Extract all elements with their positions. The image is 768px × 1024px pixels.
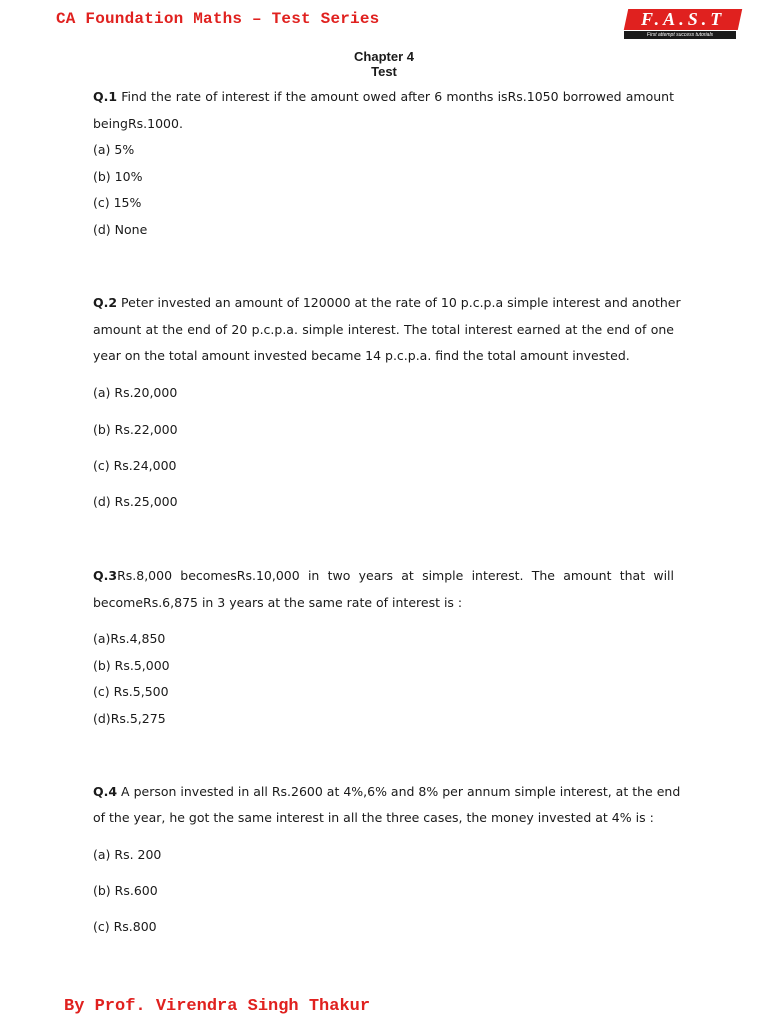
question-4-option-c: (c) Rs.800 xyxy=(93,919,157,934)
question-1-text: Find the rate of interest if the amount owed after 6 months isRs.1050 borrowed amount xyxy=(117,89,674,104)
question-1-line-1 xyxy=(93,89,674,104)
question-2-text: Peter invested an amount of 120000 at the rate of 10 p.c.p.a simple interest and another xyxy=(117,295,681,310)
question-3-number: Q.3 xyxy=(93,568,118,583)
question-3-line-2: becomeRs.6,875 in 3 years at the same rate of interest is : xyxy=(93,595,463,610)
question-1-option-b: (b) 10% xyxy=(93,169,143,184)
question-3-option-d: (d)Rs.5,275 xyxy=(93,711,166,726)
question-1-option-d: (d) None xyxy=(93,222,148,237)
question-4-line-2: of the year, he got the same interest in all the three cases, the money invested at 4% is : xyxy=(93,810,654,825)
question-1-line-2: beingRs.1000. xyxy=(93,116,183,131)
question-4-option-a: (a) Rs. 200 xyxy=(93,847,162,862)
question-2-option-b: (b) Rs.22,000 xyxy=(93,422,178,437)
question-4-number: Q.4 xyxy=(93,784,118,799)
question-3-option-b: (b) Rs.5,000 xyxy=(93,658,170,673)
logo-tagline: First attempt success tutorials xyxy=(624,31,736,39)
question-3-line-1 xyxy=(93,568,674,583)
question-3-option-c: (c) Rs.5,500 xyxy=(93,684,169,699)
question-2-line-2: amount at the end of 20 p.c.p.a. simple interest. The total interest earned at the end of one xyxy=(93,322,674,337)
question-4-option-b: (b) Rs.600 xyxy=(93,883,158,898)
question-2-line-1 xyxy=(93,295,681,310)
fast-logo xyxy=(624,9,740,39)
chapter-heading: Chapter 4 xyxy=(354,49,414,64)
question-4-text: A person invested in all Rs.2600 at 4%,6% and 8% per annum simple interest, at the end xyxy=(117,784,681,799)
question-2-number: Q.2 xyxy=(93,295,118,310)
series-title: CA Foundation Maths – Test Series xyxy=(56,10,380,28)
question-1-option-a: (a) 5% xyxy=(93,142,135,157)
question-2-line-3: year on the total amount invested became 14 p.c.p.a. find the total amount invested. xyxy=(93,348,630,363)
logo-badge xyxy=(624,9,742,30)
question-2-option-a: (a) Rs.20,000 xyxy=(93,385,178,400)
question-3-text: Rs.8,000 becomesRs.10,000 in two years at simple interest. The amount that will xyxy=(117,568,674,583)
author-footer: By Prof. Virendra Singh Thakur xyxy=(64,997,371,1016)
question-4-line-1 xyxy=(93,784,681,799)
question-1-number: Q.1 xyxy=(93,89,118,104)
logo-text: F.A.S.T xyxy=(640,9,726,29)
question-2-option-c: (c) Rs.24,000 xyxy=(93,458,177,473)
test-heading: Test xyxy=(371,64,397,79)
question-1-option-c: (c) 15% xyxy=(93,195,142,210)
question-3-option-a: (a)Rs.4,850 xyxy=(93,631,166,646)
question-2-option-d: (d) Rs.25,000 xyxy=(93,494,178,509)
